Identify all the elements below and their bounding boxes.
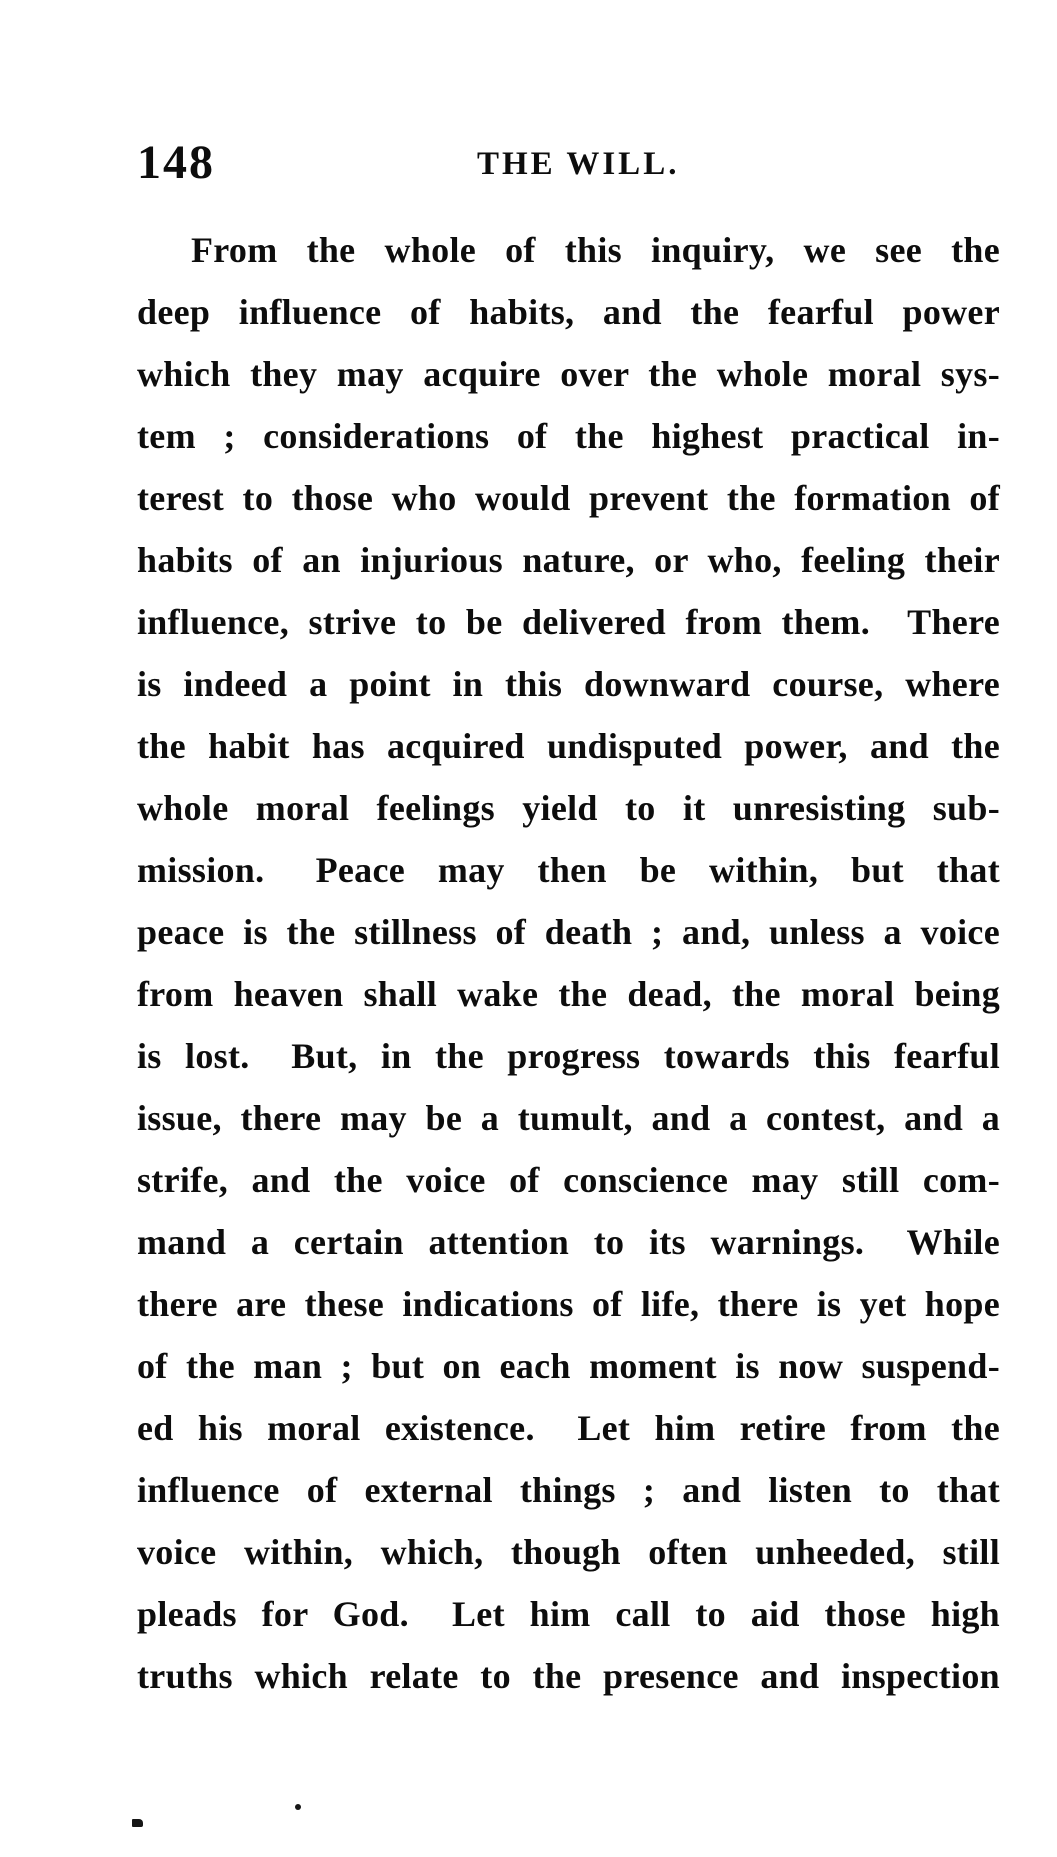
text-line: of the man ; but on each moment is now suspend-: [137, 1346, 1000, 1386]
text-line: From the whole of this inquiry, we see the: [191, 230, 1000, 270]
text-block: [137, 219, 1000, 1707]
text-line: issue, there may be a tumult, and a contest, and a: [137, 1098, 1000, 1138]
text-line: truths which relate to the presence and inspection: [137, 1656, 1000, 1696]
text-line: there are these indications of life, there is yet hope: [137, 1284, 1000, 1324]
text-line: whole moral feelings yield to it unresisting sub-: [137, 788, 1000, 828]
text-line: mand a certain attention to its warnings. While: [137, 1222, 1000, 1262]
text-line: habits of an injurious nature, or who, feeling their: [137, 540, 1000, 580]
text-line: deep influence of habits, and the fearful power: [137, 292, 1000, 332]
text-line: the habit has acquired undisputed power, and the: [137, 726, 1000, 766]
text-line: strife, and the voice of conscience may still com-: [137, 1160, 1000, 1200]
ink-speck: [132, 1819, 143, 1827]
text-line: is indeed a point in this downward course, where: [137, 664, 1000, 704]
ink-speck: [295, 1804, 301, 1810]
text-line: terest to those who would prevent the formation of: [137, 478, 1000, 518]
text-line: mission. Peace may then be within, but that: [137, 850, 1000, 890]
text-line: ed his moral existence. Let him retire from the: [137, 1408, 1000, 1448]
text-line: peace is the stillness of death ; and, unless a voice: [137, 912, 1000, 952]
text-line: is lost. But, in the progress towards this fearful: [137, 1036, 1000, 1076]
running-head: THE WILL.: [477, 146, 680, 182]
page-number: 148: [137, 136, 215, 189]
text-line: voice within, which, though often unheeded, still: [137, 1532, 1000, 1572]
text-line: from heaven shall wake the dead, the moral being: [137, 974, 1000, 1014]
text-line: influence of external things ; and listen to that: [137, 1470, 1000, 1510]
text-line: influence, strive to be delivered from them. There: [137, 602, 1000, 642]
text-line: tem ; considerations of the highest practical in-: [137, 416, 1000, 456]
text-line: pleads for God. Let him call to aid those high: [137, 1594, 1000, 1634]
text-line: which they may acquire over the whole moral sys-: [137, 354, 1000, 394]
